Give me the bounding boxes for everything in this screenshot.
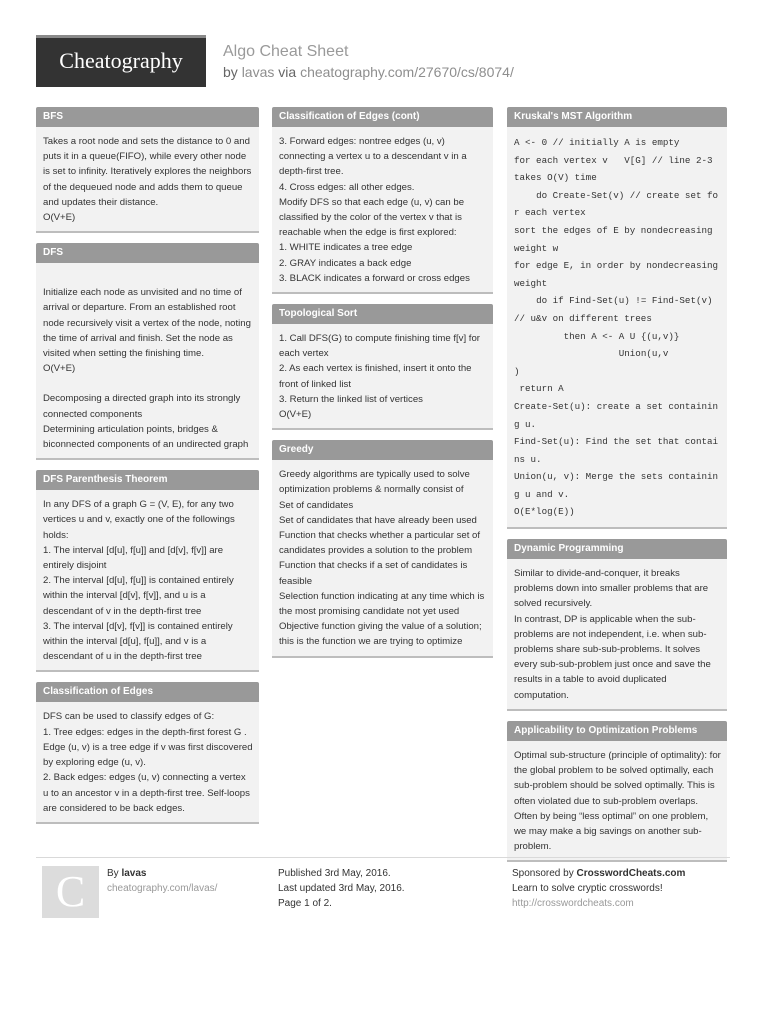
published-date: Published 3rd May, 2016. (278, 868, 391, 879)
sponsor-name[interactable]: CrosswordCheats.com (576, 868, 686, 879)
section-line: 3. The interval [d[v], f[v]] is contained entirely within the interval [d[u], f[u]], and v is a descendant of u in the depth-first tree (43, 620, 233, 663)
by-word: by (223, 64, 238, 80)
section-line: 2. Back edges: edges (u, v) connecting a vertex u to an ancestor v in a depth-first tree. Self-loops are considered to be back edges. (43, 772, 250, 814)
via-word: via (278, 64, 297, 80)
section-line: for edge E, in order by nondecreasing weight (514, 260, 724, 289)
sheet-title: Algo Cheat Sheet (223, 43, 349, 60)
section-box (272, 304, 493, 430)
section-line (43, 376, 253, 391)
section-line: Set of candidates (279, 499, 354, 511)
column-2 (272, 107, 493, 668)
sponsor-url[interactable]: http://crosswordcheats.com (512, 898, 634, 909)
section-line: Create-Set(u): create a set containing u. (514, 400, 718, 430)
section-body (272, 127, 493, 294)
section-line: 3. Return the linked list of vertices (279, 393, 423, 405)
section-line: Objective function giving the value of a solution; this is the function we are trying to optimize (279, 621, 482, 648)
section-line: O(E*log(E)) (514, 506, 575, 518)
section-line: Decomposing a directed graph into its strongly connected components (43, 393, 241, 420)
section-heading: DFS (36, 243, 259, 263)
section-box (507, 539, 727, 711)
section-body (36, 263, 259, 460)
section-line: Initialize each node as unvisited and no time of arrival or departure. From an established root node recursively visit a vertex of the node, noting the time of arrival and finish. Set the node as visited when setting the finishing time. (43, 287, 251, 360)
footer-author-url[interactable]: cheatography.com/lavas/ (107, 883, 218, 894)
section-box (507, 721, 727, 862)
section-heading: Classification of Edges (cont) (272, 107, 493, 127)
section-line: Union(u, v): Merge the sets containing u and v. (514, 471, 718, 500)
section-line: O(V+E) (43, 363, 76, 375)
section-line: 4. Cross edges: all other edges. (279, 181, 415, 193)
section-line: Union(u,v (514, 348, 669, 360)
section-body (507, 559, 727, 711)
section-heading: DFS Parenthesis Theorem (36, 470, 259, 490)
sponsor-tagline: Learn to solve cryptic crosswords! (512, 883, 663, 894)
section-line: 3. BLACK indicates a forward or cross edges (279, 272, 470, 284)
section-line: In contrast, DP is applicable when the sub-problems are not independent, i.e. when sub-problems share sub-sub-problems. It solves every sub-sub-problem just once and save the results in a table to avoid duplicated computation. (514, 613, 711, 701)
section-body (36, 702, 259, 823)
section-body (507, 127, 727, 529)
section-body (36, 127, 259, 233)
section-body (36, 490, 259, 672)
page-number: Page 1 of 2. (278, 898, 332, 909)
section-heading: Dynamic Programming (507, 539, 727, 559)
column-1 (36, 107, 259, 834)
sponsor-prefix: Sponsored by (512, 868, 574, 879)
section-line: 2. The interval [d[u], f[u]] is contained entirely within the interval [d[v], f[v]], and u is a descendant of v in the depth-first tree (43, 575, 234, 617)
section-box (36, 682, 259, 823)
footer-divider (36, 857, 730, 858)
column-3 (507, 107, 727, 872)
section-line: return A (514, 383, 564, 395)
footer-sponsor (512, 866, 728, 911)
section-line: Find-Set(u): Find the set that contains u. (514, 436, 718, 465)
footer-author-name[interactable]: lavas (121, 868, 147, 879)
section-line: Optimal sub-structure (principle of optimality): for the global problem to be solved optimally, each sub-problem should be solved optimally. This is often violated due to sub-problem overlaps. Often by being “less optimal” on one problem, we may make a big savings on another sub-problem. (514, 749, 721, 853)
section-line: 1. The interval [d[u], f[u]] and [d[v], f[v]] are entirely disjoint (43, 544, 224, 572)
section-line: Determining articulation points, bridges & biconnected components of an undirected graph (43, 423, 249, 451)
section-line: O(V+E) (279, 409, 312, 421)
section-line (43, 270, 253, 285)
section-line: 2. As each vertex is finished, insert it onto the front of linked list (279, 363, 472, 390)
section-line: do if Find-Set(u) != Find-Set(v) // u&v on different trees (514, 295, 719, 324)
section-line: A <- 0 // initially A is empty (514, 137, 680, 148)
section-line: Greedy algorithms are typically used to solve optimization problems & normally consist of (279, 469, 470, 496)
section-body (272, 324, 493, 430)
section-line: 3. Forward edges: nontree edges (u, v) connecting a vertex u to a descendant v in a depth-first tree. (279, 136, 467, 178)
section-line: then A <- A U {(u,v)} (514, 330, 680, 342)
section-line: Similar to divide-and-conquer, it breaks problems down into smaller problems that are solved recursively. (514, 568, 709, 610)
section-line: Selection function indicating at any time which is the most promising candidate not yet used (279, 590, 485, 618)
updated-date: Last updated 3rd May, 2016. (278, 883, 405, 894)
section-line: Function that checks whether a particular set of candidates provides a solution to the problem (279, 530, 481, 557)
section-line: In any DFS of a graph G = (V, E), for any two vertices u and v, exactly one of the followings holds: (43, 499, 235, 541)
section-line: do Create-Set(v) // create set for each vertex (514, 189, 719, 219)
section-body (507, 741, 727, 862)
byline (223, 64, 514, 80)
section-box (36, 243, 259, 460)
section-line: 2. GRAY indicates a back edge (279, 257, 412, 269)
footer-by-word: By (107, 868, 119, 879)
section-heading: BFS (36, 107, 259, 127)
section-heading: Topological Sort (272, 304, 493, 324)
sheet-url-link[interactable]: cheatography.com/27670/cs/8074/ (300, 64, 514, 80)
section-line: O(V+E) (43, 212, 76, 224)
author-link[interactable]: lavas (241, 64, 275, 80)
section-line: Takes a root node and sets the distance to 0 and puts it in a queue(FIFO), while every other node is set to infinity. Iteratively explores the neighbors of the dequeued node and adds them to queue and updates their distance. (43, 136, 252, 208)
section-heading: Applicability to Optimization Problems (507, 721, 727, 741)
avatar[interactable]: C (42, 866, 99, 918)
section-line: 1. Call DFS(G) to compute finishing time f[v] for each vertex (279, 333, 481, 360)
section-heading: Kruskal's MST Algorithm (507, 107, 727, 127)
section-heading: Classification of Edges (36, 682, 259, 702)
cheatography-logo[interactable]: Cheatography (36, 35, 206, 87)
section-box (272, 440, 493, 657)
section-line: DFS can be used to classify edges of G: (43, 711, 215, 723)
section-box (36, 107, 259, 233)
section-line: Set of candidates that have already been used (279, 514, 477, 526)
section-line: 1. Tree edges: edges in the depth-first forest G . Edge (u, v) is a tree edge if v was first discovered by exploring edge (u, v). (43, 726, 253, 769)
section-box (507, 107, 727, 529)
section-line: ) (514, 365, 520, 377)
section-line: Modify DFS so that each edge (u, v) can be classified by the color of the vertex v that is reachable when the edge is first explored: (279, 196, 465, 239)
section-body (272, 460, 493, 657)
section-line: for each vertex v V[G] // line 2-3 takes O(V) time (514, 154, 718, 184)
section-box (272, 107, 493, 294)
page-header (36, 35, 730, 87)
section-line: sort the edges of E by nondecreasing weight w (514, 224, 718, 254)
section-line: 1. WHITE indicates a tree edge (279, 242, 413, 254)
section-heading: Greedy (272, 440, 493, 460)
section-box (36, 470, 259, 672)
section-line: Function that checks if a set of candidates is feasible (279, 560, 468, 587)
footer-publish-info (278, 866, 493, 911)
